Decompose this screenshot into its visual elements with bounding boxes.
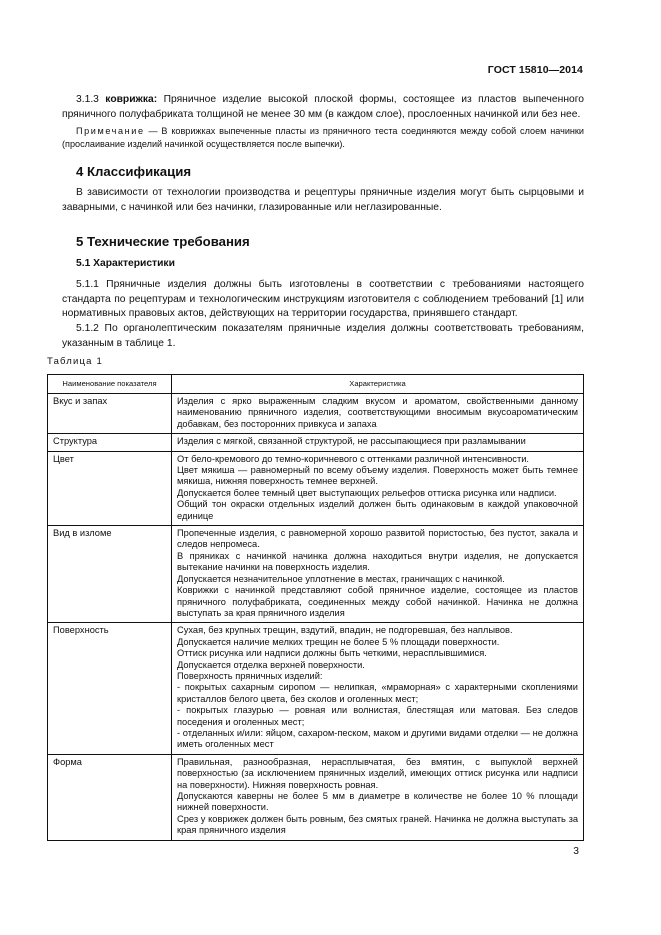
section-4-text: В зависимости от технологии производства и рецептуры пряничные изделия могут быть сырцовыми и заварными, с начинкой или без начинки, глазированные или неглазированные. [62, 187, 584, 213]
indicator-name: Структура [48, 434, 172, 451]
characteristic-line: Поверхность пряничных изделий: [177, 670, 323, 681]
characteristic-line: - покрытых сахарным сиропом — нелипкая, «мраморная» с характерными скоплениями кристаллов белого цвета, без сколов и оголенных мест; [177, 682, 578, 704]
characteristic-line: Пропеченные изделия, с равномерной хорошо развитой пористостью, без пустот, закала и следов непромеса. [177, 528, 578, 550]
characteristic-line: В пряниках с начинкой начинка должна находиться внутри изделия, не допускается вытекание начинки на поверхность изделия. [177, 550, 578, 573]
characteristic-line: Допускается отделка верхней поверхности. [177, 659, 365, 670]
section-5-title: 5 Технические требования [76, 234, 250, 249]
indicator-name: Форма [48, 754, 172, 840]
clause-definition: Пряничное изделие высокой плоской формы, состоящее из пластов выпеченного пряничного полуфабриката толщиной не менее 30 мм (в каждом слое), прослоенных начинкой или без нее. [62, 94, 584, 120]
characteristic-line: Правильная, разнообразная, нерасплывчатая, без вмятин, с выпуклой верхней поверхностью (за исключением пряничных изделий, имеющих оттиск рисунка или надписи на поверхности). Нижняя поверхность ровная. [177, 756, 578, 790]
table-row [48, 526, 584, 623]
characteristic-line: Общий тон окраски отдельных изделий должен быть одинаковым в каждой упаковочной единице [177, 499, 578, 521]
characteristic-line: - покрытых глазурью — ровная или волнистая, блестящая или матовая. Без следов поседения и оголенных мест; [177, 705, 578, 727]
table-caption: Таблица 1 [47, 356, 103, 367]
note-text: — В коврижках выпеченные пласты из пряничного теста соединяются между собой слоем начинки (прослаивание изделий начинкой осуществляется после выпечки). [62, 126, 584, 149]
clause-term: коврижка: [105, 94, 158, 105]
page-number: 3 [573, 846, 579, 857]
clause-3-1-3 [62, 93, 584, 122]
characteristic-line: Коврижки с начинкой представляют собой пряничное изделие, состоящее из пластов пряничного полуфабриката, соединенных между собой начинкой. Начинка не должна выступать за края пряничного изделия [177, 585, 578, 618]
characteristic-cell [172, 434, 584, 451]
characteristics-table [47, 374, 584, 841]
characteristic-line: Оттиск рисунка или надписи должны быть четкими, нерасплывшимися. [177, 648, 487, 659]
column-header-indicator: Наименование показателя [48, 375, 172, 394]
table-row [48, 754, 584, 840]
characteristic-line: Допускается наличие мелких трещин не более 5 % площади поверхности. [177, 636, 500, 647]
characteristic-line: Сухая, без крупных трещин, вздутий, впадин, не подгоревшая, без наплывов. [177, 625, 513, 636]
clause-number: 3.1.3 [76, 94, 99, 105]
table-row [48, 623, 584, 754]
characteristic-line: Допускается незначительное уплотнение в местах, граничащих с начинкой. [177, 573, 505, 584]
table-row [48, 394, 584, 434]
section-4-title: 4 Классификация [76, 164, 192, 179]
characteristic-cell [172, 526, 584, 623]
characteristic-line: Допускается более темный цвет выступающих рельефов оттиска рисунка или надписи. [177, 487, 557, 498]
characteristic-line: Допускаются каверны не более 5 мм в диаметре в количестве не более 10 % площади нижней поверхности. [177, 791, 578, 813]
note [62, 125, 584, 151]
standard-header: ГОСТ 15810—2014 [487, 64, 583, 76]
characteristic-cell [172, 623, 584, 754]
characteristic-cell [172, 754, 584, 840]
characteristic-line: Изделия с мягкой, связанной структурой, не рассыпающиеся при разламывании [177, 436, 526, 447]
characteristic-line: Изделия с ярко выраженным сладким вкусом и ароматом, свойственными данному наименованию пряничного изделия, соответствующими вносимым вкусоароматическим добавкам, без посторонних привкуса и запаха [177, 396, 578, 429]
table-row [48, 434, 584, 451]
characteristic-cell [172, 451, 584, 525]
characteristic-line: Цвет мякиша — равномерный по всему объему изделия. Поверхность может быть темнее мякиша, нижняя поверхность темнее верхней. [177, 465, 578, 487]
column-header-characteristic: Характеристика [172, 375, 584, 394]
table-header-row [48, 375, 584, 394]
characteristic-line: От бело-кремового до темно-коричневого с оттенками различной интенсивности. [177, 453, 529, 464]
clause-5-1-1: 5.1.1 Пряничные изделия должны быть изготовлены в соответствии с требованиями настоящего стандарта по рецептурам и технологическим инструкциям изготовителя с соблюдением требований [1] или нормативных правовых актов, действующих на территории государства, принявшего стандарт. [62, 279, 584, 320]
characteristic-line: Срез у коврижек должен быть ровным, без смятых граней. Начинка не должна выступать за края пряничного изделия [177, 813, 578, 836]
note-label: Примечание [76, 126, 145, 136]
table-row [48, 451, 584, 525]
indicator-name: Вкус и запах [48, 394, 172, 434]
indicator-name: Поверхность [48, 623, 172, 754]
clause-5-1-2: 5.1.2 По органолептическим показателям пряничные изделия должны соответствовать требованиям, указанным в таблице 1. [62, 323, 584, 349]
characteristic-cell [172, 394, 584, 434]
indicator-name: Цвет [48, 451, 172, 525]
indicator-name: Вид в изломе [48, 526, 172, 623]
characteristic-line: - отделанных и/или: яйцом, сахаром-песком, маком и другими видами отделки — не должна иметь оголенных мест [177, 727, 578, 750]
subsection-5-1-title: 5.1 Характеристики [76, 258, 175, 269]
